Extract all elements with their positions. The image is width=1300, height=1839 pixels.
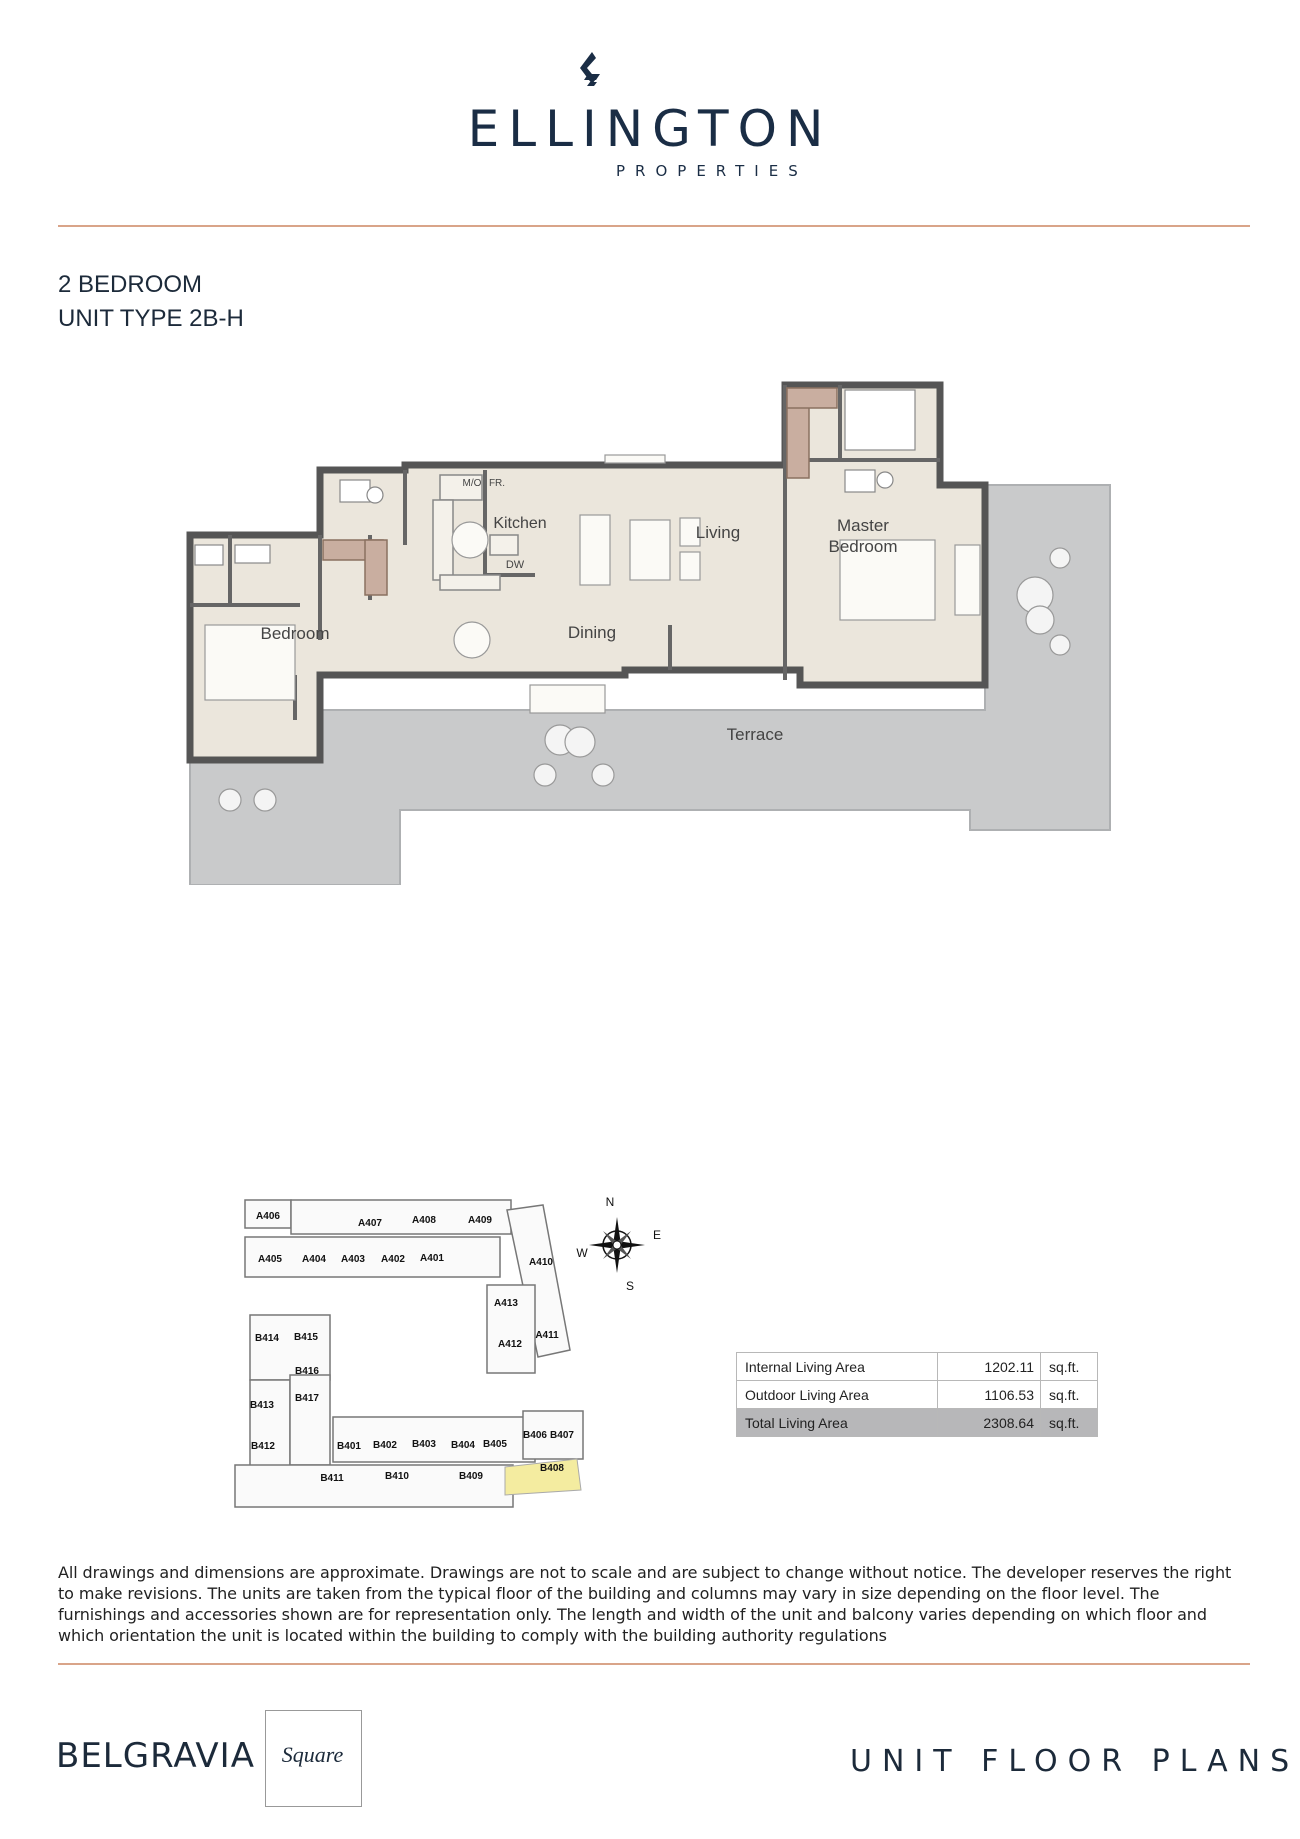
area-row-total <box>737 1409 1098 1437</box>
compass-e: E <box>652 1228 662 1242</box>
unit-b405: B405 <box>483 1439 507 1450</box>
unit-a409: A409 <box>468 1215 492 1226</box>
section-title: UNIT FLOOR PLANS <box>850 1744 1300 1779</box>
area-value: 2308.64 <box>938 1409 1041 1437</box>
unit-b401: B401 <box>337 1441 361 1452</box>
unit-b416: B416 <box>295 1366 319 1377</box>
unit-a408: A408 <box>412 1215 436 1226</box>
area-label: Total Living Area <box>737 1409 938 1437</box>
unit-a410: A410 <box>529 1257 553 1268</box>
area-table <box>736 1352 1098 1437</box>
area-row-outdoor <box>737 1381 1098 1409</box>
brand-name: ELLINGTON <box>467 100 833 158</box>
label-master-1: Master <box>837 516 889 535</box>
area-row-internal <box>737 1353 1098 1381</box>
unit-type: UNIT TYPE 2B-H <box>58 305 244 332</box>
label-terrace: Terrace <box>726 725 784 744</box>
brand-subtitle: PROPERTIES <box>616 162 808 180</box>
unit-b408: B408 <box>540 1463 564 1474</box>
unit-b406: B406 <box>523 1430 547 1441</box>
unit-b402: B402 <box>373 1440 397 1451</box>
area-value: 1106.53 <box>938 1381 1041 1409</box>
project-name-square: Square <box>281 1742 344 1767</box>
area-label: Internal Living Area <box>737 1353 938 1381</box>
area-unit: sq.ft. <box>1041 1381 1098 1409</box>
unit-b411: B411 <box>320 1473 344 1484</box>
unit-b413: B413 <box>250 1400 274 1411</box>
floor-plan <box>185 380 1125 885</box>
unit-a413: A413 <box>494 1298 518 1309</box>
unit-a402: A402 <box>381 1254 405 1265</box>
label-master-2: Bedroom <box>828 537 898 556</box>
area-unit: sq.ft. <box>1041 1353 1098 1381</box>
unit-a403: A403 <box>341 1254 365 1265</box>
unit-a405: A405 <box>258 1254 282 1265</box>
unit-b412: B412 <box>251 1441 275 1452</box>
label-fr: FR. <box>488 478 506 489</box>
unit-b414: B414 <box>255 1333 279 1344</box>
unit-b415: B415 <box>294 1332 318 1343</box>
label-dw: DW <box>505 559 525 571</box>
label-living: Living <box>695 523 741 542</box>
label-dining: Dining <box>567 623 617 642</box>
unit-b403: B403 <box>412 1439 436 1450</box>
unit-b417: B417 <box>295 1393 319 1404</box>
area-label: Outdoor Living Area <box>737 1381 938 1409</box>
label-kitchen: Kitchen <box>493 515 547 532</box>
unit-a406: A406 <box>256 1211 280 1222</box>
unit-b407: B407 <box>550 1430 574 1441</box>
bottom-divider <box>58 1663 1250 1665</box>
compass-icon <box>589 1217 645 1273</box>
area-unit: sq.ft. <box>1041 1409 1098 1437</box>
compass-s: S <box>625 1279 635 1293</box>
unit-b404: B404 <box>451 1440 475 1451</box>
unit-a407: A407 <box>358 1218 382 1229</box>
ellington-logo-mark <box>570 50 610 100</box>
compass-w: W <box>576 1246 588 1260</box>
unit-a412: A412 <box>498 1339 522 1350</box>
key-plan <box>225 1185 665 1515</box>
label-mo: M/O <box>462 478 482 489</box>
top-divider <box>58 225 1250 227</box>
compass-n: N <box>605 1195 615 1209</box>
area-value: 1202.11 <box>938 1353 1041 1381</box>
project-name: BELGRAVIA <box>56 1736 255 1776</box>
disclaimer-text: All drawings and dimensions are approximate. Drawings are not to scale and are subject to change without notice. The developer reserves the right to make revisions. The units are taken from the typical floor of the building and columns may vary in size depending on the floor level. The furnishings and accessories shown are for representation only. The length and width of the unit and balcony varies depending on which floor and which orientation the unit is located within the building to comply with the building authority regulations <box>58 1563 1232 1645</box>
unit-b409: B409 <box>459 1471 483 1482</box>
unit-a401: A401 <box>420 1253 444 1264</box>
label-bedroom: Bedroom <box>260 624 330 643</box>
unit-a411: A411 <box>535 1330 559 1341</box>
unit-a404: A404 <box>302 1254 326 1265</box>
unit-b410: B410 <box>385 1471 409 1482</box>
unit-bedrooms: 2 BEDROOM <box>58 271 203 298</box>
